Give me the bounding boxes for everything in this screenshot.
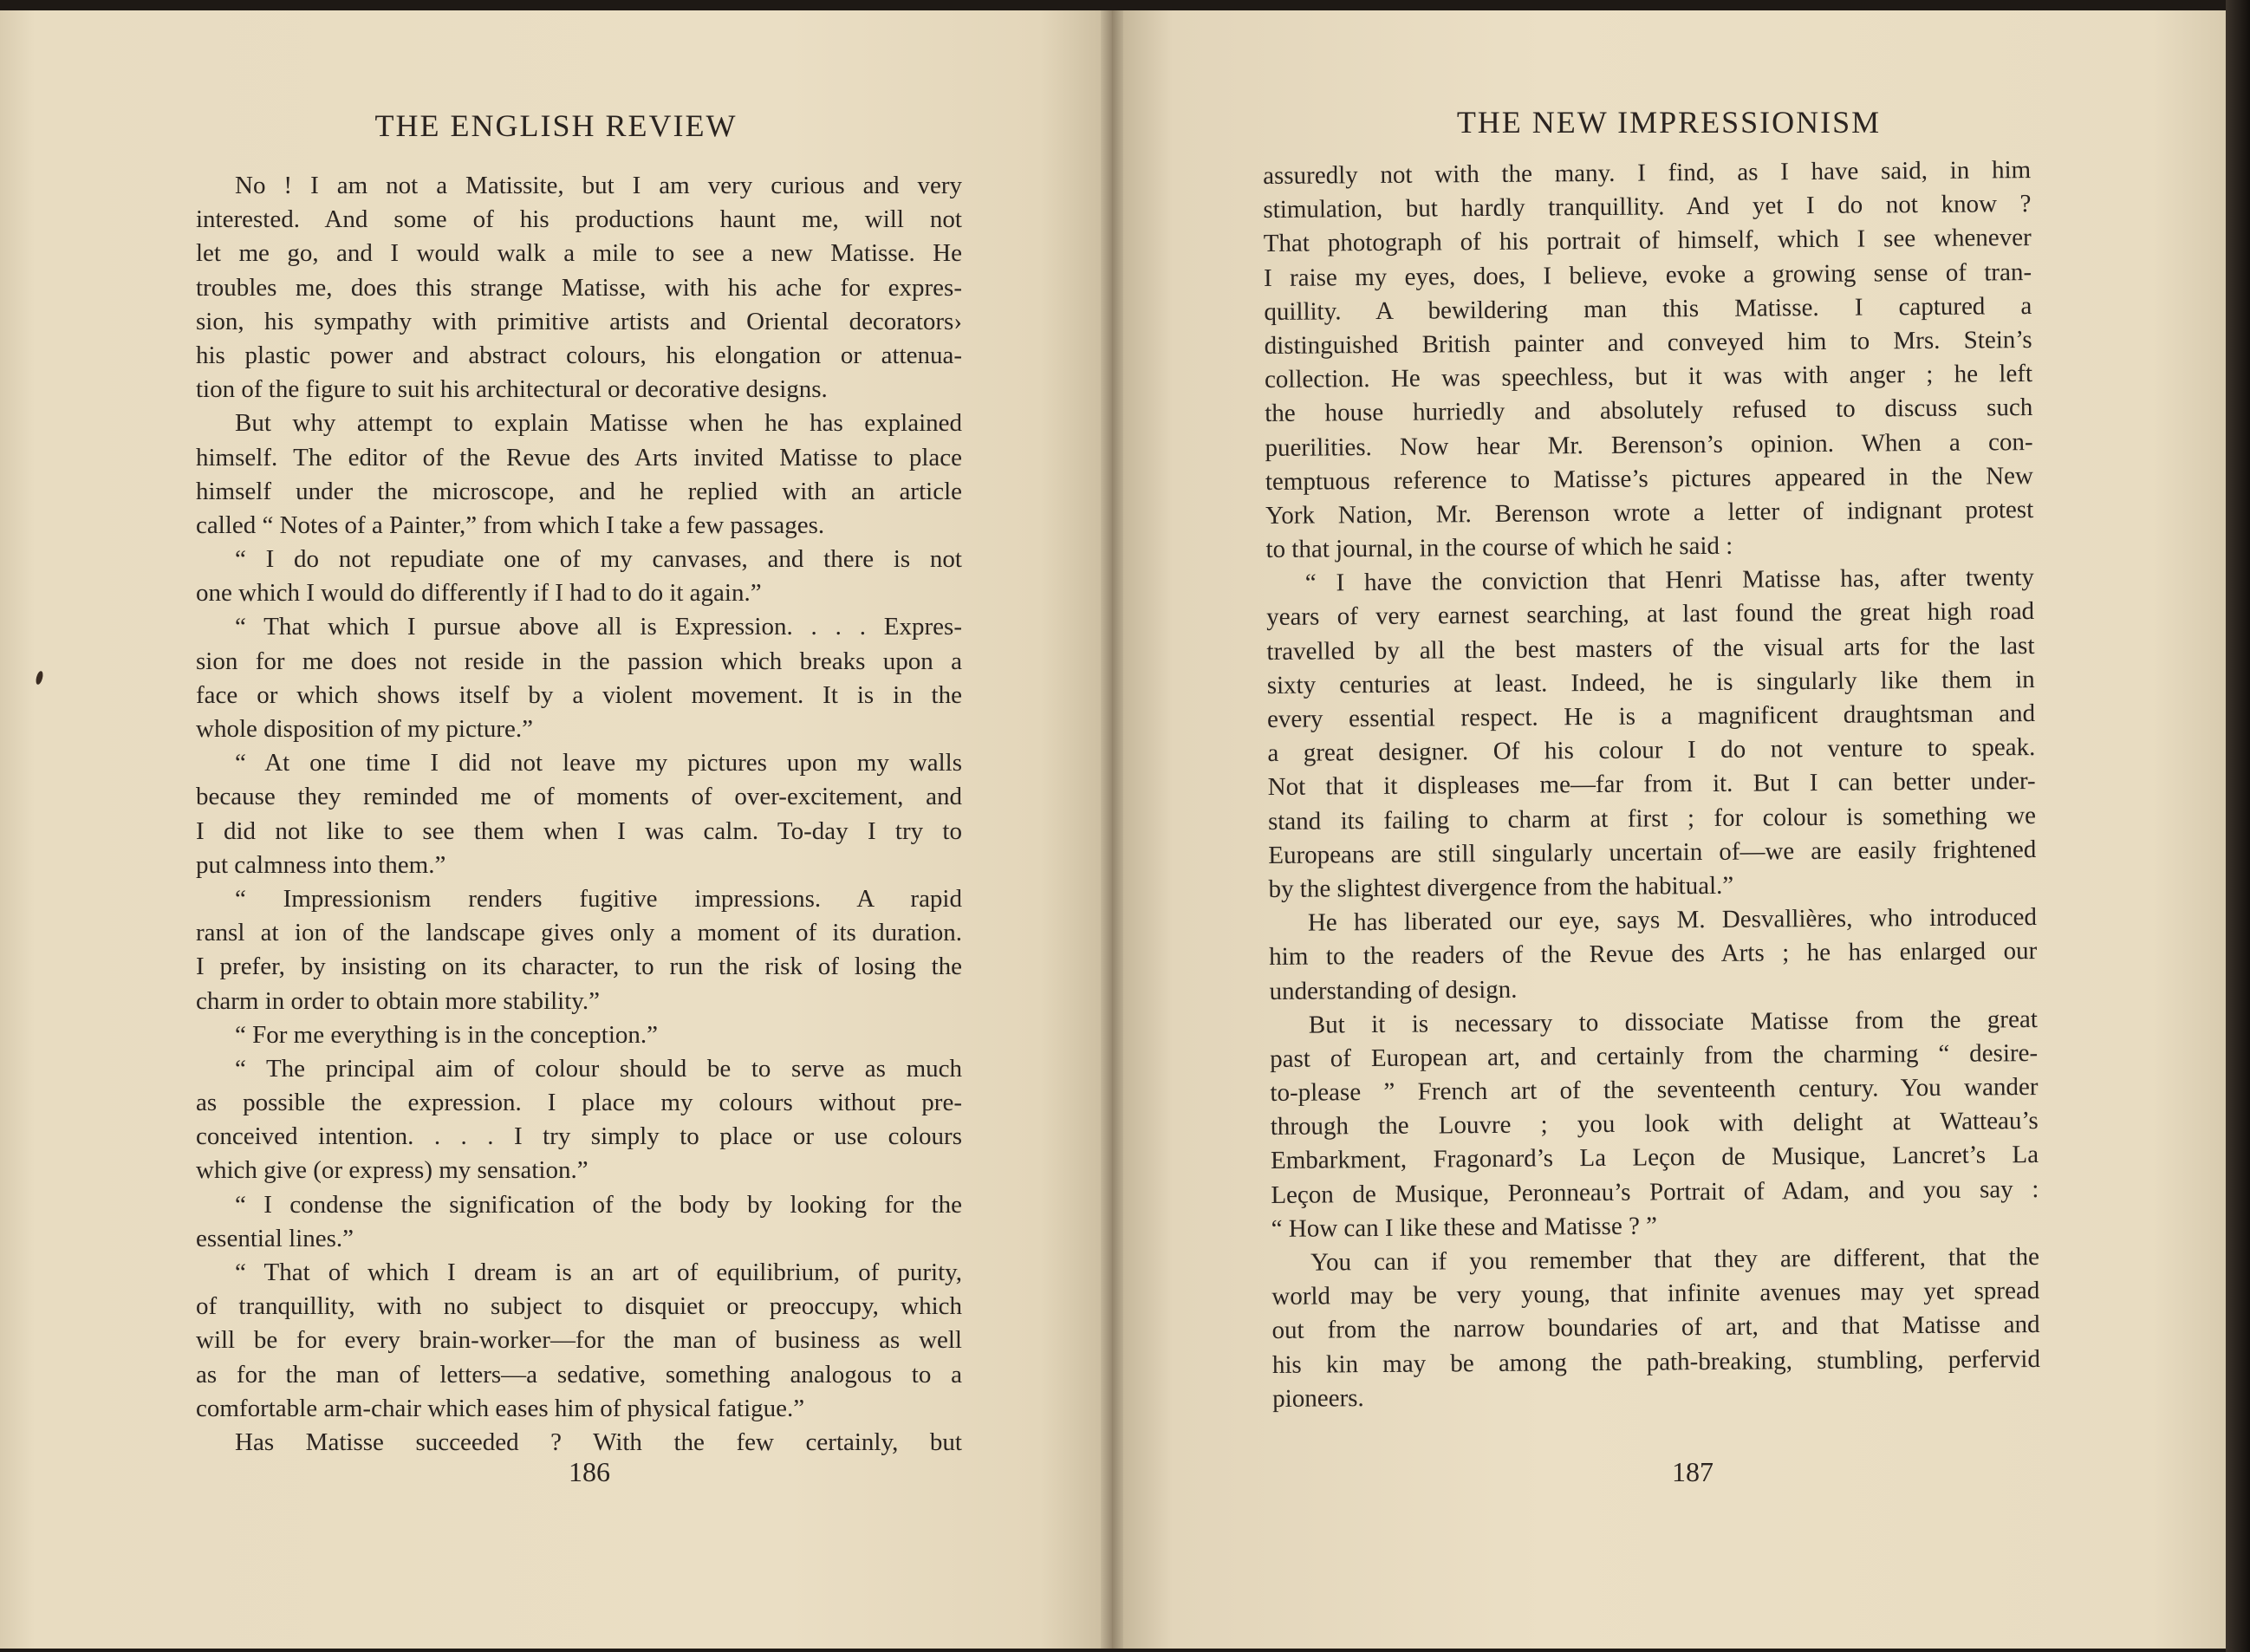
text-line: assuredly not with the many. I find, as I have said, in him — [1263, 156, 2032, 190]
text-line: out from the narrow boundaries of art, and that Matisse and — [1271, 1311, 2040, 1345]
text-line: You can if you remember that they are different, that the — [1310, 1243, 2040, 1277]
running-head: THE NEW IMPRESSIONISM — [1456, 105, 1882, 140]
text-line: He has liberated our eye, says M. Desvallières, who introduced — [1307, 903, 2038, 937]
text-line: “ I do not repudiate one of my canvases, and there is not — [235, 545, 962, 574]
text-line: a great designer. Of his colour I do not venture to speak. — [1267, 733, 2036, 768]
text-line: travelled by all the best masters of the visual arts for the last — [1266, 631, 2035, 666]
text-line: I did not like to see them when I was calm. To-day I try to — [196, 816, 962, 845]
text-line: Has Matisse succeeded ? With the few certainly, but — [235, 1428, 962, 1456]
text-line: understanding of design. — [1269, 975, 1518, 1005]
text-line: past of European art, and certainly from the charming “ desire- — [1270, 1038, 2039, 1073]
running-head: THE ENGLISH REVIEW — [374, 108, 738, 143]
text-line: “ How can I like these and Matisse ? ” — [1271, 1212, 1658, 1243]
page-number: 187 — [1672, 1456, 1714, 1487]
body-text — [196, 169, 962, 1460]
text-line: collection. He was speechless, but it was with anger ; he left — [1264, 360, 2033, 394]
text-line: to-please ” French art of the seventeenth century. You wander — [1270, 1073, 2039, 1108]
text-line: years of very earnest searching, at last found the great high road — [1266, 597, 2035, 632]
text-line: world may be very young, that infinite avenues may yet spread — [1271, 1277, 2040, 1311]
text-line: “ The principal aim of colour should be to serve as much — [235, 1054, 962, 1083]
text-line: stand its failing to charm at first ; for colour is something we — [1267, 801, 2037, 836]
text-line: comfortable arm-chair which eases him of physical fatigue.” — [196, 1394, 805, 1422]
text-line: Not that it displeases me—far from it. But I can better under- — [1267, 767, 2036, 802]
text-line: sixty centuries at least. Indeed, he is singularly like them in — [1266, 665, 2035, 699]
text-line: put calmness into them.” — [196, 850, 446, 879]
text-line: No ! I am not a Matissite, but I am very curious and very — [235, 172, 962, 199]
text-line: called “ Notes of a Painter,” from which I take a few passages. — [196, 511, 825, 539]
text-line: of tranquillity, with no subject to disquiet or preoccupy, which — [196, 1292, 962, 1321]
ink-mark — [35, 670, 44, 685]
text-line: his kin may be among the path-breaking, stumbling, perfervid — [1271, 1344, 2041, 1379]
text-line: his plastic power and abstract colours, his elongation or attenua- — [196, 341, 962, 369]
text-line: charm in order to obtain more stability.” — [196, 986, 601, 1015]
text-line: sion, his sympathy with primitive artists and Oriental decorators› — [196, 307, 962, 335]
text-line: That photograph of his portrait of himself, which I see whenever — [1263, 224, 2032, 258]
text-line: puerilities. Now hear Mr. Berenson’s opinion. When a con- — [1265, 427, 2033, 462]
text-line: “ That of which I dream is an art of equilibrium, of purity, — [235, 1259, 962, 1286]
text-line: because they reminded me of moments of over-excitement, and — [196, 783, 962, 811]
text-line: ransl at ion of the landscape gives only a moment of its duration. — [196, 919, 962, 947]
text-line: sion for me does not reside in the passion which breaks upon a — [196, 647, 962, 675]
text-line: face or which shows itself by a violent movement. It is in the — [196, 680, 962, 709]
book-gutter — [1101, 10, 1123, 1649]
text-line: him to the readers of the Revue des Arts ; he has enlarged our — [1269, 937, 2038, 972]
text-line: Embarkment, Fragonard’s La Leçon de Musique, Lancret’s La — [1270, 1141, 2039, 1175]
page-edge — [2226, 0, 2250, 1652]
text-line: York Nation, Mr. Berenson wrote a letter of indignant protest — [1265, 495, 2034, 530]
text-line: “ I have the conviction that Henri Matisse has, after twenty — [1304, 563, 2034, 597]
text-line: through the Louvre ; you look with delight at Watteau’s — [1270, 1107, 2039, 1141]
text-line: by the slightest divergence from the habitual.” — [1268, 871, 1734, 903]
body-text — [1263, 153, 2040, 1416]
text-line: let me go, and I would walk a mile to see a new Matisse. He — [196, 239, 962, 268]
text-line: one which I would do differently if I had to do it again.” — [196, 579, 762, 608]
text-line: temptuous reference to Matisse’s pictures appeared in the New — [1265, 461, 2034, 496]
text-line: as possible the expression. I place my colours without pre- — [196, 1089, 962, 1117]
text-line: But why attempt to explain Matisse when he has explained — [235, 409, 962, 438]
text-line: pioneers. — [1272, 1383, 1364, 1413]
text-line: “ For me everything is in the conception.” — [235, 1020, 659, 1049]
text-line: himself under the microscope, and he replied with an article — [196, 477, 962, 505]
text-line: himself. The editor of the Revue des Arts invited Matisse to place — [196, 443, 962, 472]
text-line: essential lines.” — [196, 1224, 354, 1252]
text-line: troubles me, does this strange Matisse, with his ache for expres- — [196, 273, 962, 302]
text-line: as for the man of letters—a sedative, something analogous to a — [196, 1360, 962, 1389]
text-line: stimulation, but hardly tranquillity. And yet I do not know ? — [1263, 190, 2032, 224]
text-line: I prefer, by insisting on its character, to run the risk of losing the — [196, 953, 962, 981]
text-line: But it is necessary to dissociate Matisse from the great — [1308, 1005, 2038, 1039]
text-line: conceived intention. . . . I try simply to place or use colours — [196, 1122, 962, 1151]
text-line: which give (or express) my sensation.” — [196, 1156, 589, 1185]
text-line: quillity. A bewildering man this Matisse. I captured a — [1264, 291, 2032, 326]
text-line: “ At one time I did not leave my pictures upon my walls — [235, 749, 962, 777]
text-line: “ I condense the signification of the body by looking for the — [235, 1190, 962, 1219]
page-number: 186 — [569, 1456, 610, 1487]
text-line: to that journal, in the course of which he said : — [1265, 531, 1733, 564]
text-line: Leçon de Musique, Peronneau’s Portrait of Adam, and you say : — [1271, 1174, 2039, 1209]
text-line: will be for every brain-worker—for the man of business as well — [196, 1326, 962, 1355]
text-line: distinguished British painter and conveyed him to Mrs. Stein’s — [1264, 325, 2032, 360]
text-line: tion of the figure to suit his architectural or decorative designs. — [196, 375, 828, 404]
left-page — [0, 10, 1112, 1649]
text-line: “ Impressionism renders fugitive impressions. A rapid — [235, 884, 962, 913]
right-page — [1112, 10, 2226, 1649]
text-line: I raise my eyes, does, I believe, evoke a growing sense of tran- — [1263, 257, 2032, 292]
text-line: every essential respect. He is a magnificent draughtsman and — [1266, 699, 2036, 733]
text-line: whole disposition of my picture.” — [196, 715, 534, 743]
text-line: the house hurriedly and absolutely refused to discuss such — [1265, 393, 2033, 428]
text-line: “ That which I pursue above all is Expression. . . . Expres- — [235, 613, 962, 641]
text-line: interested. And some of his productions haunt me, will not — [196, 205, 962, 234]
text-line: Europeans are still singularly uncertain of—we are easily frightened — [1268, 835, 2037, 869]
